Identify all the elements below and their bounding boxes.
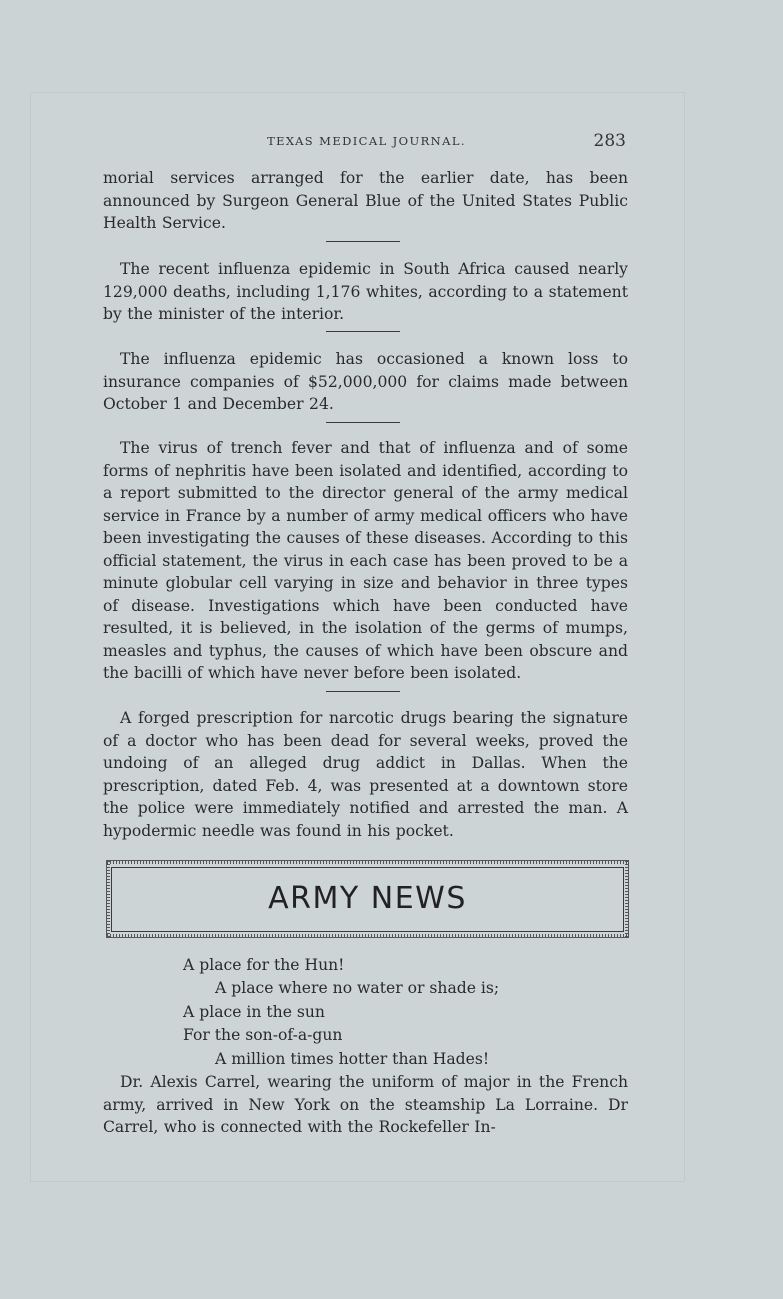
poem <box>183 954 499 1071</box>
page-number: 283 <box>593 131 626 151</box>
paragraph-south-africa <box>103 258 628 326</box>
paragraph-text: A forged prescription for narcotic drugs bearing the signature of a doctor who has been dead for several weeks, proved the undoing of an alleged drug addict in Dallas. When the prescription, dated Feb. 4, was presented at a downtown store the police were immediately notified and arrested the man. A hypodermic needle was found in his pocket. <box>103 709 628 840</box>
paragraph-text: Dr. Alexis Carrel, wearing the uniform of major in the French army, arrived in New York on the steamship La Lorraine. Dr Carrel, who is connected with the Rockefeller In- <box>103 1073 628 1136</box>
running-header <box>103 131 630 153</box>
paragraph-text: The virus of trench fever and that of influenza and of some forms of nephritis have been isolated and identified, according to a report submitted to the director general of the army medical service in France by a number of army medical officers who have been investigating the causes of these diseases. According to this official statement, the virus in each case has been proved to be a minute globular cell varying in size and behavior in three types of disease. Investigations which have been conducted have resulted, it is believed, in the isolation of the germs of mumps, measles and typhus, the causes of which have been obscure and the bacilli of which have never before been isolated. <box>103 439 628 682</box>
paragraph-text: morial services arranged for the earlier date, has been announced by Surgeon General Blue of the United States Public Health Service. <box>103 169 628 232</box>
paragraph-carrel <box>103 1071 628 1139</box>
army-news-banner <box>106 860 629 938</box>
poem-line: A place in the sun <box>183 1002 325 1021</box>
paragraph-continued <box>103 167 628 235</box>
poem-line: A place where no water or shade is; <box>215 979 500 998</box>
section-divider <box>326 691 400 692</box>
paragraph-insurance <box>103 348 628 416</box>
poem-line: A million times hotter than Hades! <box>215 1049 490 1068</box>
section-heading: ARMY NEWS <box>268 881 467 916</box>
paragraph-trench-fever <box>103 437 628 685</box>
section-divider <box>326 241 400 242</box>
paragraph-forged-prescription <box>103 707 628 842</box>
section-divider <box>326 331 400 332</box>
paragraph-text: The influenza epidemic has occasioned a known loss to insurance companies of $52,000,000 for claims made between October 1 and December 24. <box>103 350 628 413</box>
section-divider <box>326 422 400 423</box>
poem-line: A place for the Hun! <box>183 956 345 974</box>
journal-title: TEXAS MEDICAL JOURNAL. <box>267 134 466 148</box>
poem-line: For the son-of-a-gun <box>183 1026 343 1045</box>
paragraph-text: The recent influenza epidemic in South Africa caused nearly 129,000 deaths, including 1,176 whites, according to a statement by the minister of the interior. <box>103 260 628 323</box>
